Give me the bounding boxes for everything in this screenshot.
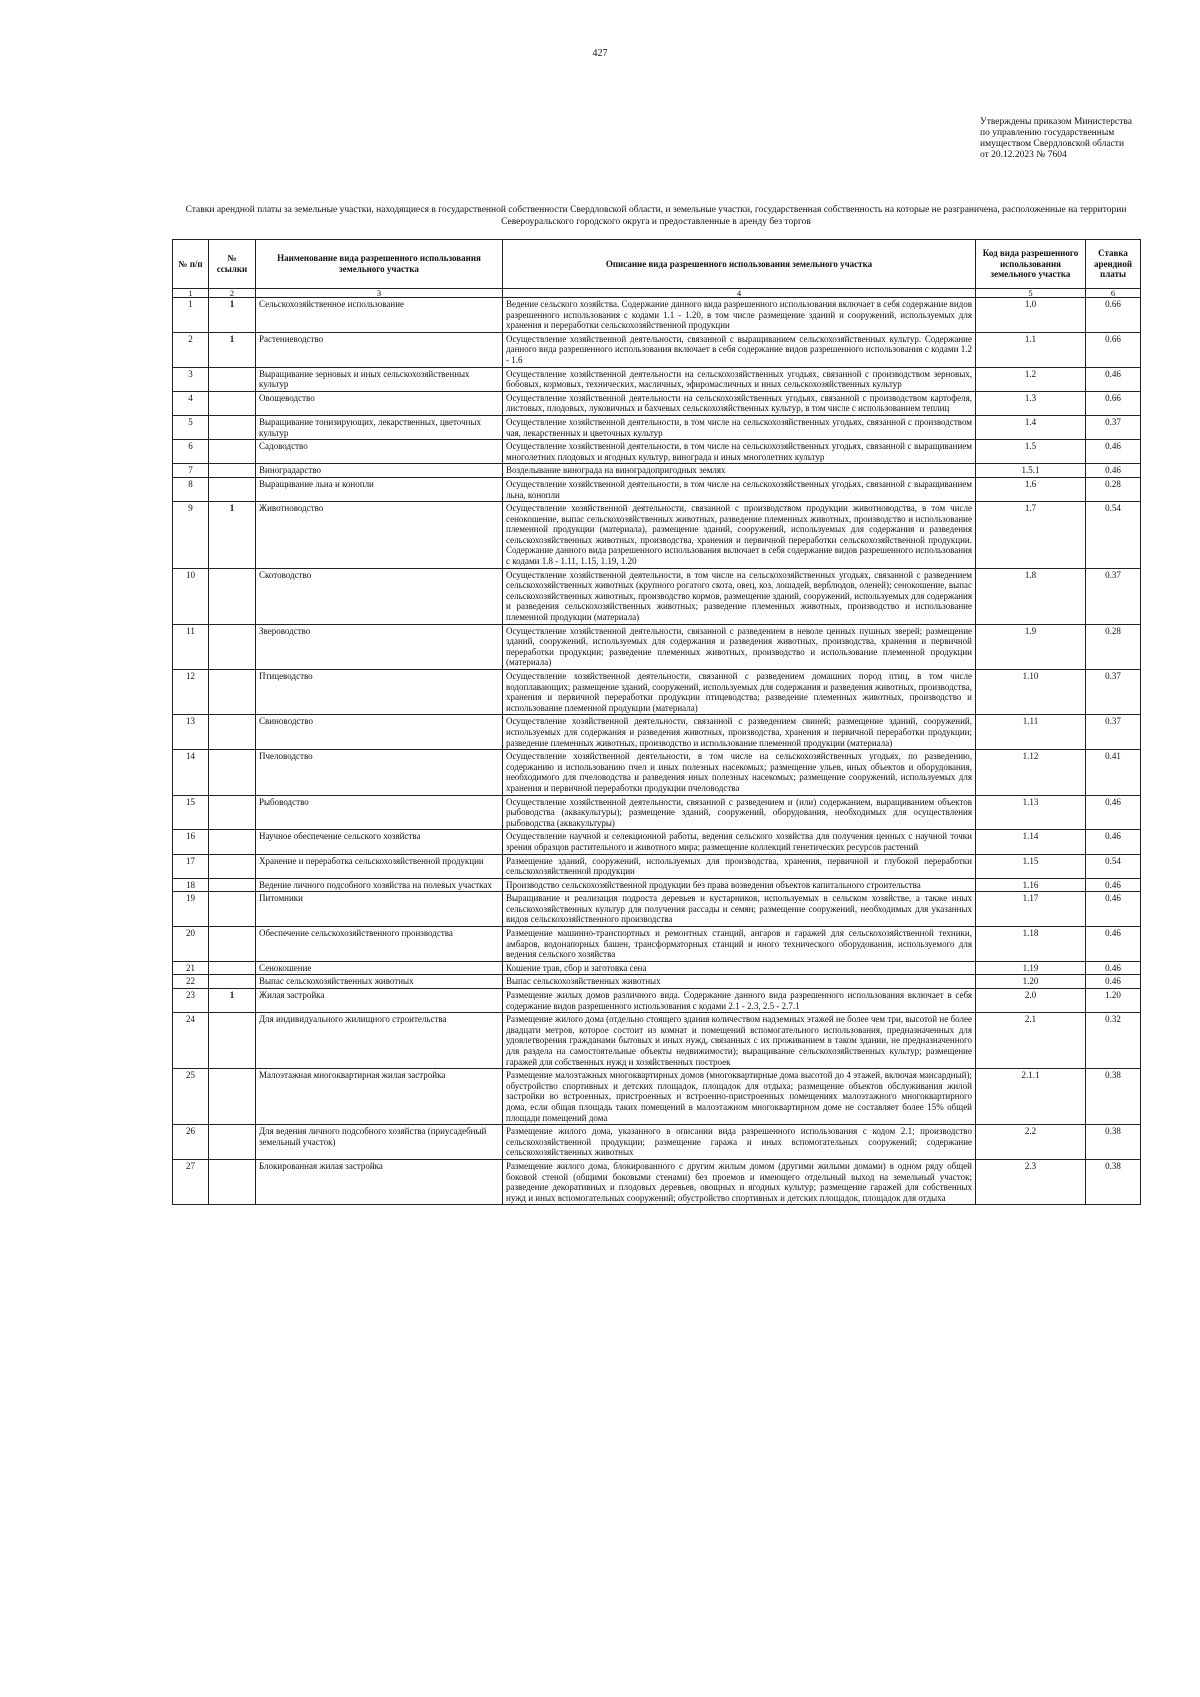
use-description: Ведение сельского хозяйства. Содержание данного вида разрешенного использования включает в себя содержание видов разрешенного использования с кодами 1.1 - 1.20, в том числе размещение зданий и сооружений, используемых для хранения и переработки сельскохозяйственной продукции [503,298,976,333]
use-code: 1.14 [976,830,1086,854]
row-number: 13 [173,715,209,750]
table-row [173,795,1141,830]
rate-value: 0.54 [1086,502,1141,569]
table-row [173,1159,1141,1204]
row-number: 14 [173,750,209,795]
use-description: Осуществление хозяйственной деятельности, в том числе на сельскохозяйственных угодьях, связанной с разведением сельскохозяйственных животных (крупного рогатого скота, овец, коз, лошадей, верблюдов, оленей); сенокошение, выпас сельскохозяйственных животных, производство кормов, размещение зданий, сооружений, используемых для содержания и разведения сельскохозяйственных животных; разведение племенных животных, производство и использование племенной продукции (материала) [503,568,976,624]
table-row [173,367,1141,391]
use-name: Скотоводство [256,568,503,624]
rate-value: 0.28 [1086,624,1141,669]
table-row [173,298,1141,333]
use-code: 1.9 [976,624,1086,669]
reference-mark [209,1125,256,1160]
reference-mark [209,440,256,464]
row-number: 19 [173,892,209,927]
rate-value: 0.66 [1086,332,1141,367]
reference-mark [209,367,256,391]
row-number: 1 [173,298,209,333]
use-code: 1.11 [976,715,1086,750]
use-code: 1.4 [976,415,1086,439]
use-description: Осуществление хозяйственной деятельности, в том числе на сельскохозяйственных угодьях, по разведению, содержанию и использованию пчел и иных полезных насекомых; размещение ульев, иных объектов и оборудования, необходимого для пчеловодства и разведения иных полезных насекомых; размещение сооружений, используемых для хранения и первичной переработки продукции пчеловодства [503,750,976,795]
row-number: 18 [173,878,209,892]
use-code: 1.1 [976,332,1086,367]
use-name: Ведение личного подсобного хозяйства на полевых участках [256,878,503,892]
table-row [173,624,1141,669]
use-code: 1.20 [976,975,1086,989]
reference-mark [209,624,256,669]
use-description: Размещение зданий, сооружений, используемых для производства, хранения, первичной и глубокой переработки сельскохозяйственной продукции [503,854,976,878]
table-row [173,927,1141,962]
use-description: Осуществление хозяйственной деятельности, в том числе на сельскохозяйственных угодьях, связанной с выращиванием многолетних плодовых и ягодных культур, винограда и иных многолетних культур [503,440,976,464]
use-name: Для индивидуального жилищного строительства [256,1013,503,1069]
table-row [173,568,1141,624]
column-numbers-row [173,289,1141,298]
use-code: 1.15 [976,854,1086,878]
row-number: 27 [173,1159,209,1204]
column-number: 1 [173,289,209,298]
use-code: 1.2 [976,367,1086,391]
reference-mark [209,568,256,624]
reference-mark [209,975,256,989]
approval-line: имуществом Свердловской области [980,139,1125,149]
header-number: № п/п [173,240,209,289]
rate-value: 0.38 [1086,1159,1141,1204]
use-description: Осуществление хозяйственной деятельности, связанной с разведением домашних пород птиц, в том числе водоплавающих; размещение зданий, сооружений, используемых для содержания и разведения животных, производства, хранения и первичной переработки продукции птицеводства; разведение племенных животных, производство и использование племенной продукции (материала) [503,670,976,715]
row-number: 6 [173,440,209,464]
use-code: 2.1.1 [976,1069,1086,1125]
rate-value: 0.37 [1086,568,1141,624]
rate-value: 0.32 [1086,1013,1141,1069]
use-code: 2.0 [976,989,1086,1013]
approval-line: по управлению государственным [980,128,1115,138]
rate-value: 0.66 [1086,298,1141,333]
reference-mark [209,750,256,795]
table-row [173,878,1141,892]
use-description: Кошение трав, сбор и заготовка сена [503,961,976,975]
table-row [173,830,1141,854]
rate-value: 0.46 [1086,975,1141,989]
use-name: Блокированная жилая застройка [256,1159,503,1204]
table-row [173,477,1141,501]
reference-mark [209,1159,256,1204]
row-number: 20 [173,927,209,962]
use-description: Размещение машинно-транспортных и ремонтных станций, ангаров и гаражей для сельскохозяйственной техники, амбаров, водонапорных башен, трансформаторных станций и иного технического оборудования, используемого для ведения сельского хозяйства [503,927,976,962]
column-number: 4 [503,289,976,298]
use-name: Выпас сельскохозяйственных животных [256,975,503,989]
rate-value: 0.41 [1086,750,1141,795]
use-code: 1.7 [976,502,1086,569]
rate-value: 0.28 [1086,477,1141,501]
use-name: Хранение и переработка сельскохозяйственной продукции [256,854,503,878]
use-name: Свиноводство [256,715,503,750]
rate-value: 0.46 [1086,795,1141,830]
row-number: 12 [173,670,209,715]
table-row [173,989,1141,1013]
use-description: Осуществление хозяйственной деятельности, связанной с разведением свиней; размещение зданий, сооружений, используемых для содержания и разведения животных, производства, хранения и первичной переработки продукции; разведение племенных животных, производство и использование племенной продукции (материала) [503,715,976,750]
use-code: 1.5.1 [976,464,1086,478]
reference-mark [209,715,256,750]
rate-value: 0.46 [1086,878,1141,892]
use-description: Осуществление хозяйственной деятельности на сельскохозяйственных угодьях, связанной с производством зерновых, бобовых, кормовых, технических, масличных, эфиромасличных и иных сельскохозяйственных культур [503,367,976,391]
row-number: 3 [173,367,209,391]
table-row [173,892,1141,927]
reference-mark [209,961,256,975]
approval-line: Утверждены приказом Министерства [980,117,1132,127]
column-number: 5 [976,289,1086,298]
rate-value: 0.46 [1086,927,1141,962]
use-name: Выращивание льна и конопли [256,477,503,501]
column-number: 6 [1086,289,1141,298]
rate-value: 1.20 [1086,989,1141,1013]
rate-value: 0.37 [1086,670,1141,715]
table-row [173,1069,1141,1125]
row-number: 10 [173,568,209,624]
rate-value: 0.46 [1086,961,1141,975]
reference-mark [209,391,256,415]
use-description: Возделывание винограда на виноградопригодных землях [503,464,976,478]
use-name: Животноводство [256,502,503,569]
use-name: Виноградарство [256,464,503,478]
use-name: Пчеловодство [256,750,503,795]
document-title: Ставки арендной платы за земельные участки, находящиеся в государственной собственности Свердловской области, и земельные участки, государственная собственность на которые не разграничена, расположенные на территории Североуральского городского округа и предоставленные в аренду без торгов [185,205,1127,227]
table-row [173,670,1141,715]
use-description: Осуществление хозяйственной деятельности, в том числе на сельскохозяйственных угодьях, связанной с производством чая, лекарственных и цветочных культур [503,415,976,439]
use-code: 2.3 [976,1159,1086,1204]
use-description: Осуществление научной и селекционной работы, ведения сельского хозяйства для получения ценных с научной точки зрения образцов растительного и животного мира; размещение коллекций генетических ресурсов растений [503,830,976,854]
row-number: 26 [173,1125,209,1160]
use-description: Выпас сельскохозяйственных животных [503,975,976,989]
table-row [173,715,1141,750]
use-code: 2.1 [976,1013,1086,1069]
table-body [173,289,1141,1205]
row-number: 15 [173,795,209,830]
rate-value: 0.46 [1086,830,1141,854]
rate-value: 0.37 [1086,715,1141,750]
header-use-description: Описание вида разрешенного использования земельного участка [503,240,976,289]
row-number: 5 [173,415,209,439]
row-number: 8 [173,477,209,501]
use-description: Размещение жилых домов различного вида. Содержание данного вида разрешенного использования включает в себя содержание видов разрешенного использования с кодами 2.1 - 2.3, 2.5 - 2.7.1 [503,989,976,1013]
use-description: Осуществление хозяйственной деятельности на сельскохозяйственных угодьях, связанной с производством картофеля, листовых, плодовых, луковичных и бахчевых сельскохозяйственных культур, в том числе с использованием теплиц [503,391,976,415]
reference-mark [209,1069,256,1125]
rate-value: 0.66 [1086,391,1141,415]
table-row [173,854,1141,878]
reference-mark [209,927,256,962]
row-number: 21 [173,961,209,975]
table-row [173,464,1141,478]
reference-mark [209,477,256,501]
rate-value: 0.38 [1086,1069,1141,1125]
use-name: Малоэтажная многоквартирная жилая застройка [256,1069,503,1125]
use-code: 1.0 [976,298,1086,333]
use-name: Выращивание зерновых и иных сельскохозяйственных культур [256,367,503,391]
use-code: 1.19 [976,961,1086,975]
use-code: 1.18 [976,927,1086,962]
table-row [173,502,1141,569]
page-number: 427 [592,48,608,59]
row-number: 7 [173,464,209,478]
rate-value: 0.46 [1086,440,1141,464]
reference-mark [209,670,256,715]
use-code: 1.3 [976,391,1086,415]
reference-mark [209,854,256,878]
use-name: Сенокошение [256,961,503,975]
row-number: 22 [173,975,209,989]
rate-value: 0.37 [1086,415,1141,439]
row-number: 9 [173,502,209,569]
table-row [173,975,1141,989]
header-use-name: Наименование вида разрешенного использования земельного участка [256,240,503,289]
use-name: Садоводство [256,440,503,464]
use-code: 1.5 [976,440,1086,464]
reference-mark: 1 [209,989,256,1013]
reference-mark [209,830,256,854]
rate-value: 0.46 [1086,464,1141,478]
header-rate: Ставка арендной платы [1086,240,1141,289]
row-number: 16 [173,830,209,854]
use-name: Овощеводство [256,391,503,415]
use-name: Сельскохозяйственное использование [256,298,503,333]
use-code: 2.2 [976,1125,1086,1160]
table-row [173,750,1141,795]
reference-mark [209,878,256,892]
row-number: 4 [173,391,209,415]
use-description: Размещение жилого дома (отдельно стоящего здания количеством надземных этажей не более чем три, высотой не более двадцати метров, которое состоит из комнат и помещений вспомогательного использования, предназначенных для удовлетворения гражданами бытовых и иных нужд, связанных с их проживанием в таком здании, не предназначенного для раздела на самостоятельные объекты недвижимости); выращивание сельскохозяйственных культур; размещение гаражей для собственных нужд и хозяйственных построек [503,1013,976,1069]
reference-mark [209,1013,256,1069]
use-description: Осуществление хозяйственной деятельности, в том числе на сельскохозяйственных угодьях, связанной с выращиванием льна, конопли [503,477,976,501]
header-use-code: Код вида разрешенного использования земельного участка [976,240,1086,289]
use-code: 1.6 [976,477,1086,501]
use-description: Осуществление хозяйственной деятельности, связанной с разведением в неволе ценных пушных зверей; размещение зданий, сооружений, используемых для содержания и разведения животных, производства, хранения и первичной переработки продукции; разведение племенных животных, производство и использование племенной продукции (материала) [503,624,976,669]
use-name: Питомники [256,892,503,927]
reference-mark: 1 [209,332,256,367]
rate-value: 0.54 [1086,854,1141,878]
header-reference: № ссылки [209,240,256,289]
row-number: 2 [173,332,209,367]
rate-value: 0.38 [1086,1125,1141,1160]
use-name: Растениеводство [256,332,503,367]
use-description: Производство сельскохозяйственной продукции без права возведения объектов капитального строительства [503,878,976,892]
use-description: Выращивание и реализация подроста деревьев и кустарников, используемых в сельском хозяйстве, а также иных сельскохозяйственных культур для получения рассады и семян; размещение сооружений, необходимых для указанных видов сельскохозяйственного производства [503,892,976,927]
row-number: 25 [173,1069,209,1125]
reference-mark: 1 [209,502,256,569]
table-row [173,961,1141,975]
rates-table [172,239,1141,1205]
use-code: 1.13 [976,795,1086,830]
table-row [173,1125,1141,1160]
use-code: 1.17 [976,892,1086,927]
use-name: Обеспечение сельскохозяйственного производства [256,927,503,962]
use-code: 1.16 [976,878,1086,892]
rate-value: 0.46 [1086,367,1141,391]
use-name: Выращивание тонизирующих, лекарственных, цветочных культур [256,415,503,439]
column-number: 3 [256,289,503,298]
approval-line: от 20.12.2023 № 7604 [980,150,1067,160]
table-row [173,440,1141,464]
use-description: Осуществление хозяйственной деятельности, связанной с разведением и (или) содержанием, выращиванием объектов рыбоводства (аквакультуры); размещение зданий, сооружений, оборудования, необходимых для осуществления рыбоводства (аквакультуры) [503,795,976,830]
use-code: 1.8 [976,568,1086,624]
reference-mark [209,464,256,478]
use-name: Научное обеспечение сельского хозяйства [256,830,503,854]
reference-mark [209,415,256,439]
table-row [173,391,1141,415]
row-number: 23 [173,989,209,1013]
row-number: 11 [173,624,209,669]
use-description: Осуществление хозяйственной деятельности, связанной с производством продукции животноводства, в том числе сенокошение, выпас сельскохозяйственных животных, разведение племенных животных, производство и использование племенной продукции (материала), размещение зданий, сооружений, используемых для содержания и разведения сельскохозяйственных животных, производства, хранения и первичной переработки сельскохозяйственной продукции. Содержание данного вида разрешенного использования включает в себя содержание видов разрешенного использования с кодами 1.8 - 1.11, 1.15, 1.19, 1.20 [503,502,976,569]
row-number: 24 [173,1013,209,1069]
reference-mark [209,892,256,927]
use-name: Птицеводство [256,670,503,715]
use-name: Рыбоводство [256,795,503,830]
table-header-row [173,240,1141,289]
row-number: 17 [173,854,209,878]
use-description: Размещение малоэтажных многоквартирных домов (многоквартирные дома высотой до 4 этажей, включая мансардный); обустройство спортивных и детских площадок, площадок для отдыха; размещение объектов обслуживания жилой застройки во встроенных, пристроенных и встроенно-пристроенных помещениях малоэтажного многоквартирного дома, если общая площадь таких помещений в малоэтажном многоквартирном доме не составляет более 15% общей площади помещений дома [503,1069,976,1125]
reference-mark [209,795,256,830]
use-description: Размещение жилого дома, указанного в описании вида разрешенного использования с кодом 2.1; производство сельскохозяйственной продукции; размещение гаража и иных вспомогательных сооружений; содержание сельскохозяйственных животных [503,1125,976,1160]
table-row [173,1013,1141,1069]
rate-value: 0.46 [1086,892,1141,927]
use-code: 1.10 [976,670,1086,715]
use-name: Для ведения личного подсобного хозяйства (приусадебный земельный участок) [256,1125,503,1160]
use-name: Звероводство [256,624,503,669]
column-number: 2 [209,289,256,298]
table-row [173,415,1141,439]
approval-note [980,117,1180,161]
table-row [173,332,1141,367]
use-name: Жилая застройка [256,989,503,1013]
use-description: Осуществление хозяйственной деятельности, связанной с выращиванием сельскохозяйственных культур. Содержание данного вида разрешенного использования включает в себя содержание видов разрешенного использования с кодами 1.2 - 1.6 [503,332,976,367]
use-description: Размещение жилого дома, блокированного с другим жилым домом (другими жилыми домами) в одном ряду общей боковой стеной (общими боковыми стенами) без проемов и имеющего отдельный выход на земельный участок; разведение декоративных и плодовых деревьев, овощных и ягодных культур; размещение гаражей для собственных нужд и иных вспомогательных сооружений; обустройство спортивных и детских площадок, площадок для отдыха [503,1159,976,1204]
reference-mark: 1 [209,298,256,333]
use-code: 1.12 [976,750,1086,795]
